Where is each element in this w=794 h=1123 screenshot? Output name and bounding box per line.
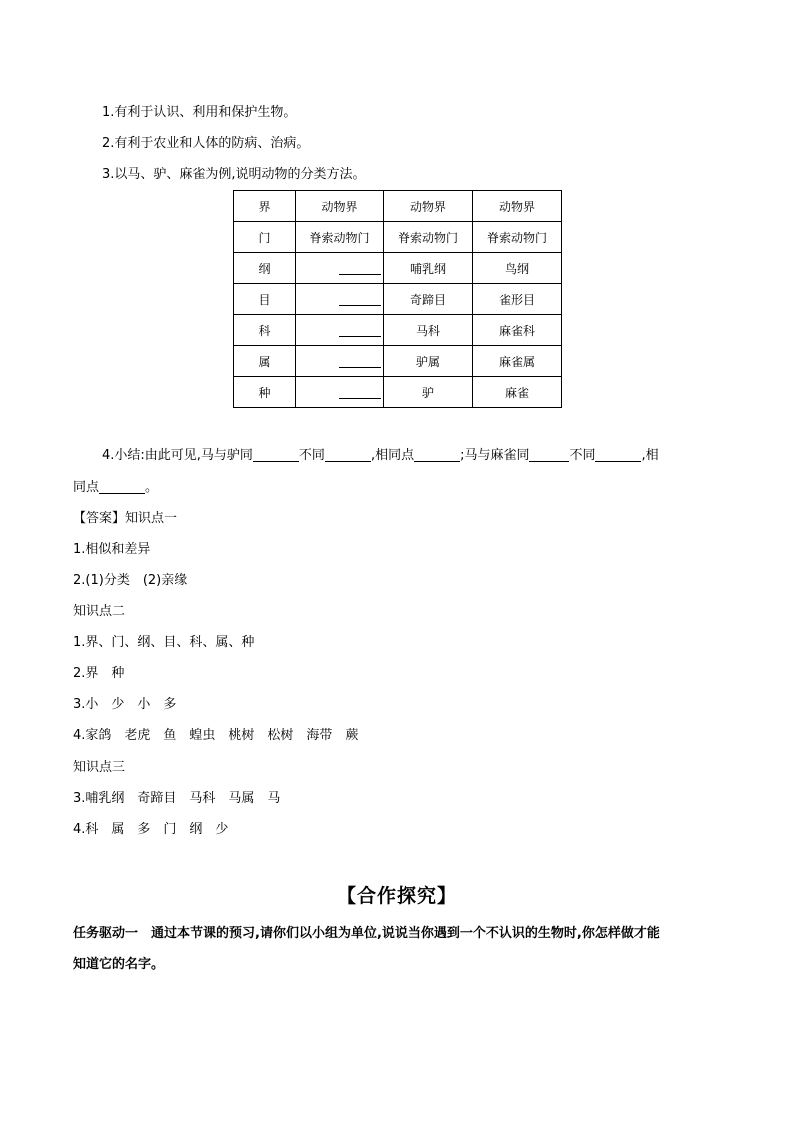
table-row bbox=[234, 191, 562, 222]
table-row bbox=[234, 315, 562, 346]
blank-cell bbox=[296, 253, 384, 284]
table-cell: 种 bbox=[234, 377, 296, 408]
knowledge-point-3: 知识点三 bbox=[73, 760, 126, 775]
table-cell: 动物界 bbox=[296, 191, 384, 222]
table-row bbox=[234, 253, 562, 284]
answer-line: 3.小 少 小 多 bbox=[73, 697, 177, 712]
table-cell: 动物界 bbox=[473, 191, 562, 222]
table-cell: 麻雀属 bbox=[473, 346, 562, 377]
summary-text: ;马与麻雀同 bbox=[460, 448, 530, 463]
summary-text: ,相 bbox=[641, 448, 659, 463]
table-cell: 驴 bbox=[384, 377, 473, 408]
table-cell: 马科 bbox=[384, 315, 473, 346]
table-row bbox=[234, 377, 562, 408]
summary-text: 不同 bbox=[298, 448, 325, 463]
fill-blank-line bbox=[99, 479, 145, 494]
table-cell: 奇蹄目 bbox=[384, 284, 473, 315]
table-cell: 动物界 bbox=[384, 191, 473, 222]
table-cell: 脊索动物门 bbox=[384, 222, 473, 253]
answer-line: 3.哺乳纲 奇蹄目 马科 马属 马 bbox=[73, 791, 281, 806]
intro-point-1: 1.有利于认识、利用和保护生物。 bbox=[102, 105, 297, 120]
table-cell: 雀形目 bbox=[473, 284, 562, 315]
table-cell: 纲 bbox=[234, 253, 296, 284]
answer-line: 4.家鸽 老虎 鱼 蝗虫 桃树 松树 海带 蕨 bbox=[73, 728, 359, 743]
table-cell: 界 bbox=[234, 191, 296, 222]
table-cell: 鸟纲 bbox=[473, 253, 562, 284]
answer-line: 1.界、门、纲、目、科、属、种 bbox=[73, 635, 255, 650]
knowledge-point-2: 知识点二 bbox=[73, 604, 126, 619]
answer-header: 【答案】知识点一 bbox=[73, 511, 178, 526]
summary-text: 。 bbox=[145, 480, 159, 495]
table-row bbox=[234, 284, 562, 315]
answer-line: 2.界 种 bbox=[73, 666, 125, 681]
summary-line-1 bbox=[102, 447, 659, 465]
intro-point-3: 3.以马、驴、麻雀为例,说明动物的分类方法。 bbox=[102, 167, 366, 182]
fill-blank-line bbox=[339, 322, 381, 337]
fill-blank-line bbox=[325, 447, 371, 462]
blank-cell bbox=[296, 315, 384, 346]
table-cell: 驴属 bbox=[384, 346, 473, 377]
task-text-line-1: 任务驱动一 通过本节课的预习,请你们以小组为单位,说说当你遇到一个不认识的生物时,你怎样做才能 bbox=[73, 926, 660, 941]
fill-blank-line bbox=[339, 260, 381, 275]
task-text-line-2: 知道它的名字。 bbox=[73, 957, 165, 972]
fill-blank-line bbox=[339, 353, 381, 368]
answer-line: 1.相似和差异 bbox=[73, 542, 151, 557]
answer-line: 2.(1)分类 (2)亲缘 bbox=[73, 573, 188, 588]
table-cell: 科 bbox=[234, 315, 296, 346]
table-cell: 目 bbox=[234, 284, 296, 315]
fill-blank-line bbox=[339, 384, 381, 399]
table-cell: 脊索动物门 bbox=[296, 222, 384, 253]
fill-blank-line bbox=[339, 291, 381, 306]
summary-text: 4.小结:由此可见,马与驴同 bbox=[102, 448, 253, 463]
blank-cell bbox=[296, 346, 384, 377]
summary-text: 同点 bbox=[73, 480, 100, 495]
table-row bbox=[234, 222, 562, 253]
blank-cell bbox=[296, 377, 384, 408]
fill-blank-line bbox=[595, 447, 641, 462]
fill-blank-line bbox=[253, 447, 299, 462]
summary-line-2 bbox=[73, 479, 158, 497]
section-heading: 【合作探究】 bbox=[336, 885, 457, 907]
blank-cell bbox=[296, 284, 384, 315]
fill-blank-line bbox=[529, 447, 569, 462]
classification-table bbox=[233, 190, 562, 408]
fill-blank-line bbox=[414, 447, 460, 462]
intro-point-2: 2.有利于农业和人体的防病、治病。 bbox=[102, 136, 310, 151]
table-cell: 哺乳纲 bbox=[384, 253, 473, 284]
summary-text: 不同 bbox=[569, 448, 596, 463]
table-cell: 属 bbox=[234, 346, 296, 377]
table-cell: 麻雀 bbox=[473, 377, 562, 408]
table-cell: 门 bbox=[234, 222, 296, 253]
table-cell: 麻雀科 bbox=[473, 315, 562, 346]
summary-text: ,相同点 bbox=[370, 448, 415, 463]
table-row bbox=[234, 346, 562, 377]
answer-line: 4.科 属 多 门 纲 少 bbox=[73, 822, 229, 837]
table-cell: 脊索动物门 bbox=[473, 222, 562, 253]
